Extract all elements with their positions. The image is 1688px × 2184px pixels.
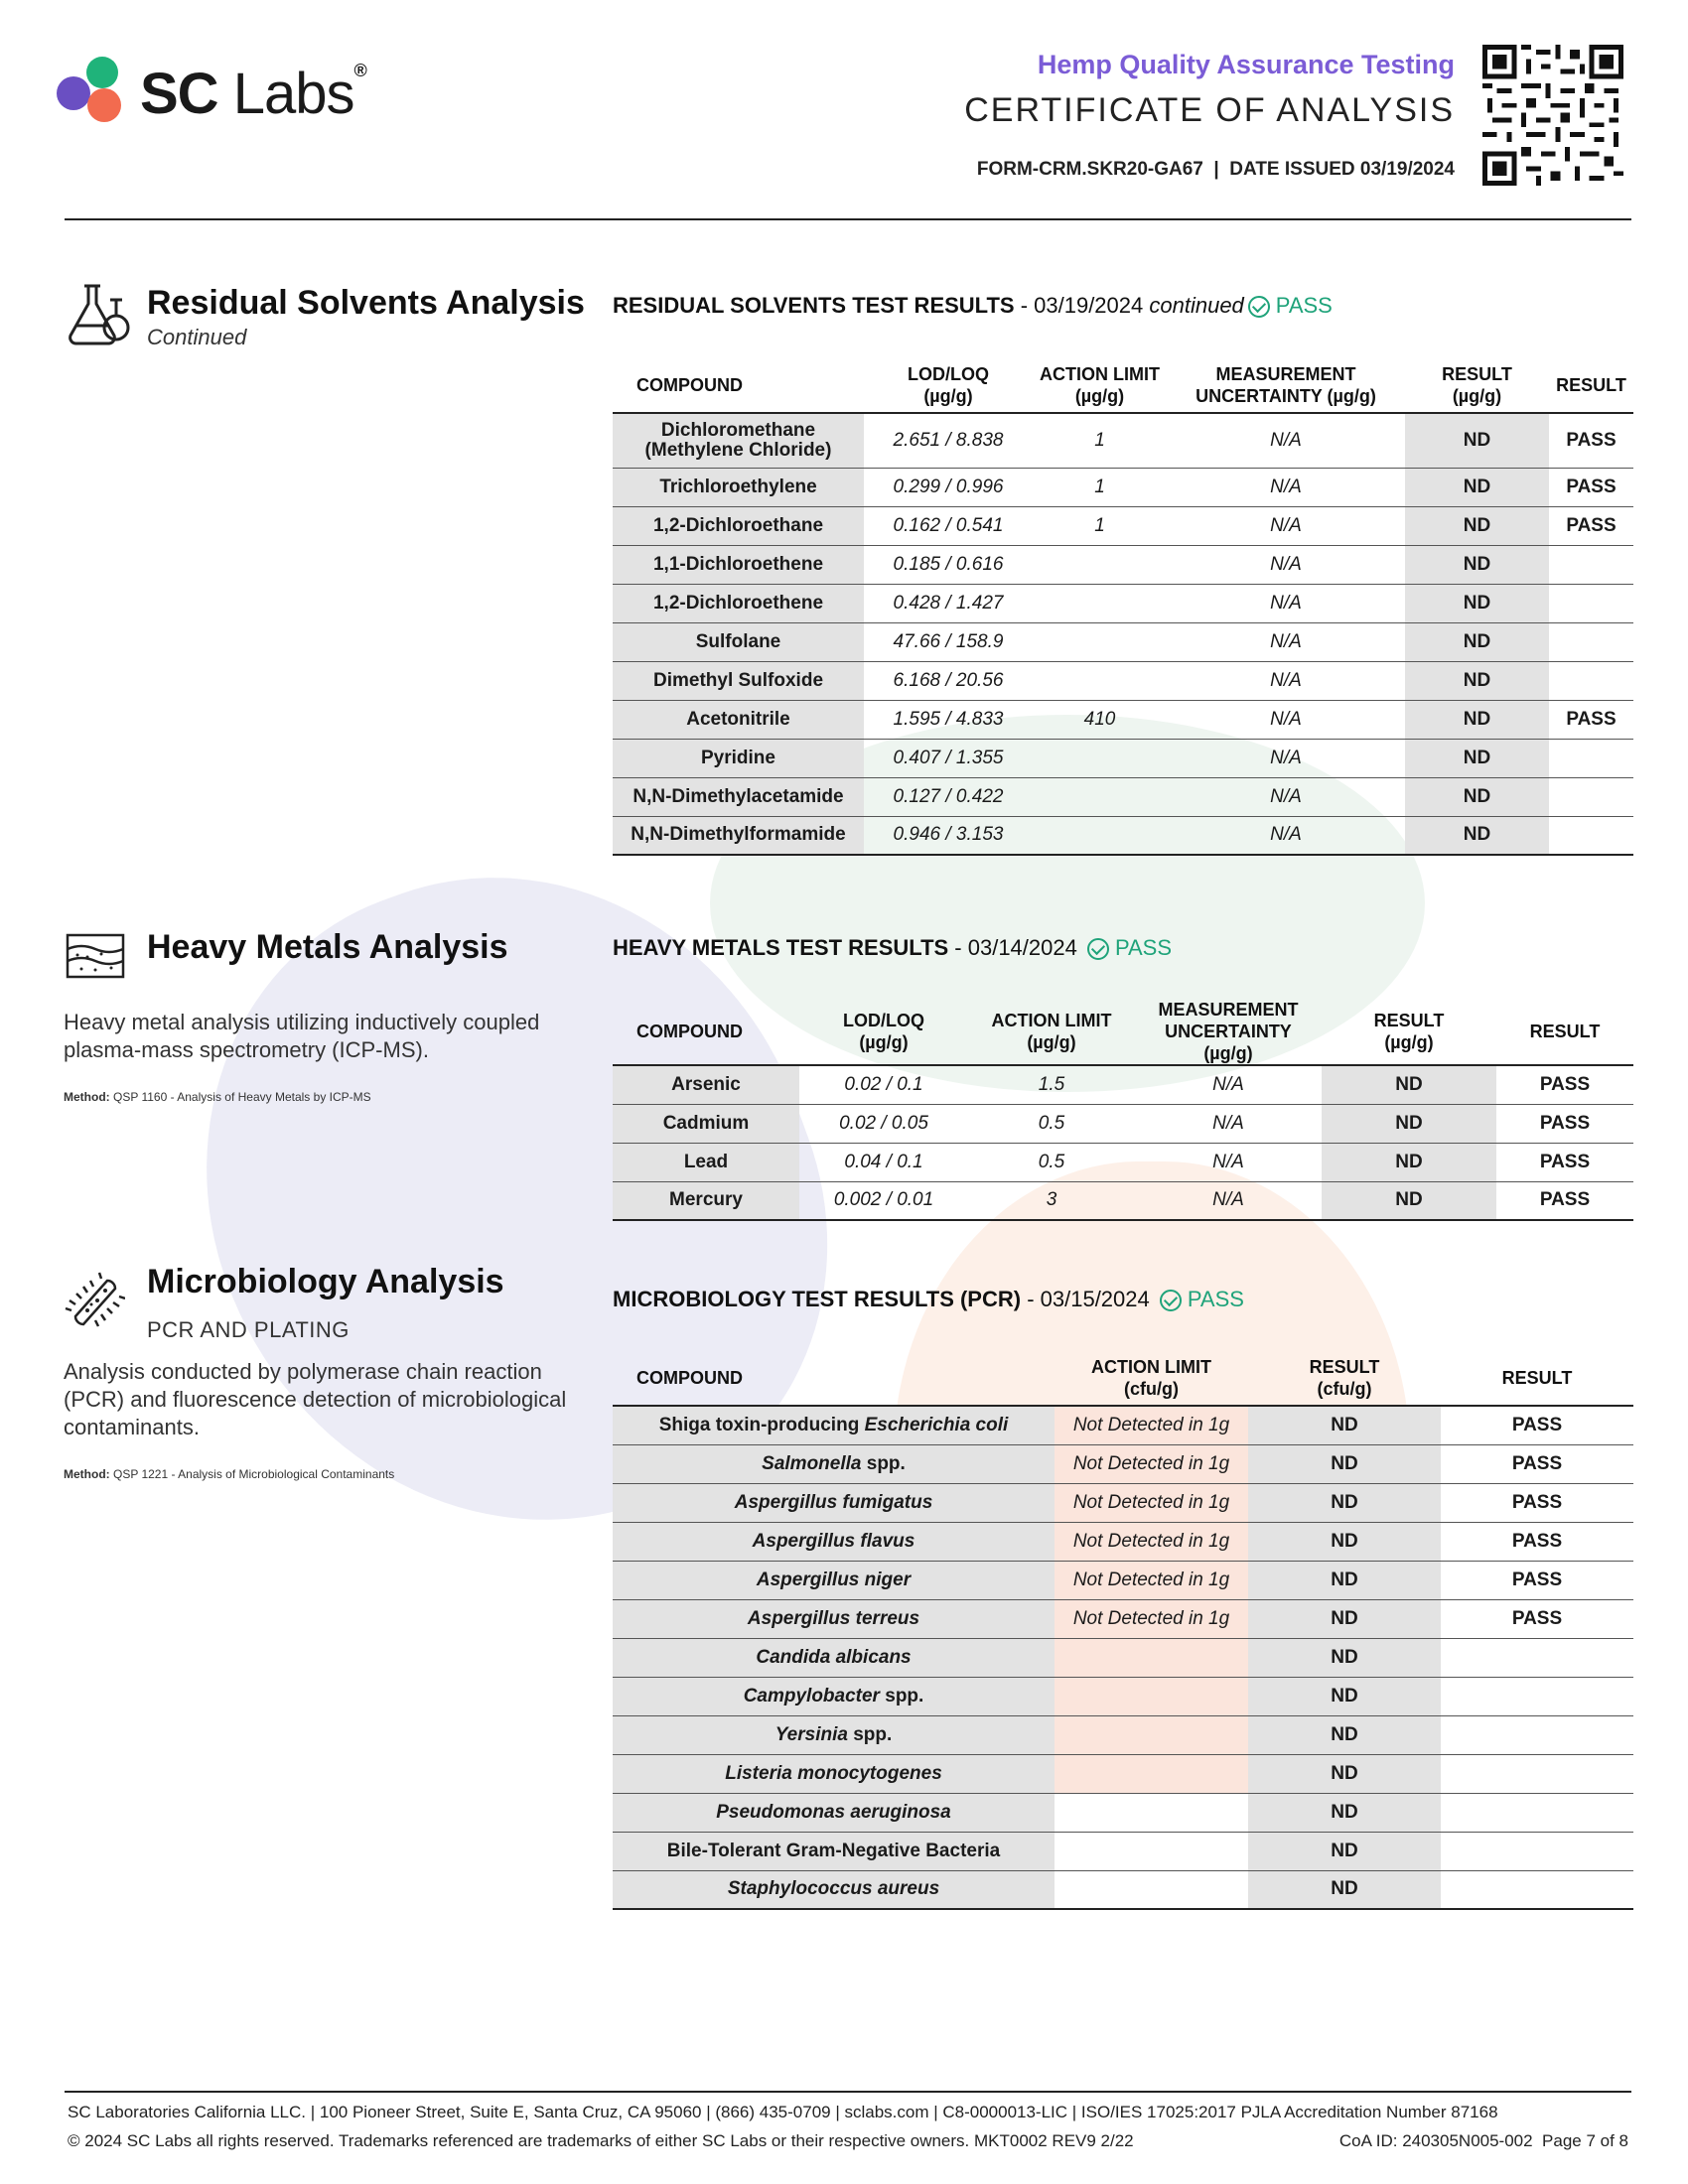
result-cell (1441, 1832, 1633, 1870)
micro-subtitle: PCR AND PLATING (147, 1317, 350, 1342)
col-action-limit: ACTION LIMIT (µg/g) (991, 1011, 1112, 1052)
result-cell: PASS (1511, 1607, 1563, 1629)
logo-registered: ® (353, 61, 366, 80)
result-cell (1441, 1754, 1633, 1793)
col-result: RESULT (1501, 1367, 1573, 1388)
logo-text-bold: SC (140, 62, 218, 126)
result-value-cell: ND (1405, 584, 1549, 622)
lod-cell: 0.127 / 0.422 (893, 785, 1004, 807)
lod-cell: 0.946 / 3.153 (893, 824, 1004, 846)
result-value-cell: ND (1248, 1483, 1441, 1522)
result-value-cell: ND (1322, 1143, 1496, 1181)
footer-divider (65, 2091, 1631, 2093)
result-value-cell: ND (1405, 700, 1549, 739)
lod-cell: 0.002 / 0.01 (833, 1189, 934, 1211)
compound-cell: Dichloromethane (Methylene Chloride) (613, 413, 864, 468)
limit-cell (1033, 622, 1167, 661)
table-row (613, 700, 1633, 739)
lod-cell: 0.162 / 0.541 (893, 514, 1004, 536)
limit-cell (1055, 1638, 1248, 1677)
lod-cell: 0.02 / 0.05 (839, 1112, 928, 1134)
limit-cell (1055, 1715, 1248, 1754)
uncertainty-cell: N/A (1270, 553, 1302, 575)
limit-cell (1055, 1754, 1248, 1793)
lod-cell: 0.299 / 0.996 (893, 476, 1004, 497)
table-row (613, 506, 1633, 545)
metals-description: Heavy metal analysis utilizing inductively coupled plasma-mass spectrometry (ICP-MS). (64, 1010, 540, 1062)
result-cell: PASS (1511, 1491, 1563, 1513)
limit-cell (1055, 1677, 1248, 1715)
compound-cell: Acetonitrile (613, 700, 864, 739)
limit-cell: 410 (1083, 708, 1116, 730)
result-cell (1549, 545, 1633, 584)
solvents-table-heading (613, 293, 1333, 319)
table-row (613, 468, 1633, 506)
header-title: CERTIFICATE OF ANALYSIS (964, 91, 1455, 129)
result-value-cell: ND (1248, 1832, 1441, 1870)
compound-cell: N,N-Dimethylformamide (613, 816, 864, 855)
limit-cell: Not Detected in 1g (1055, 1599, 1248, 1638)
col-lod-loq: LOD/LOQ (µg/g) (908, 363, 989, 406)
microbe-icon (62, 1267, 125, 1330)
result-cell: PASS (1539, 1112, 1591, 1134)
micro-table-heading-text: MICROBIOLOGY TEST RESULTS (PCR) (613, 1287, 1022, 1311)
result-cell: PASS (1511, 1530, 1563, 1552)
result-cell: PASS (1566, 429, 1617, 451)
solvents-pass-badge: PASS (1275, 293, 1333, 318)
table-row (613, 413, 1633, 468)
uncertainty-cell: N/A (1212, 1151, 1244, 1172)
col-action-limit: ACTION LIMIT (cfu/g) (1091, 1356, 1211, 1399)
table-row (613, 1638, 1633, 1677)
result-cell (1549, 584, 1633, 622)
result-value-cell: ND (1248, 1715, 1441, 1754)
limit-cell: 1 (1094, 514, 1105, 536)
logo[interactable] (55, 55, 372, 134)
table-row (613, 545, 1633, 584)
limit-cell: Not Detected in 1g (1055, 1561, 1248, 1599)
table-row (613, 622, 1633, 661)
table-row (613, 1677, 1633, 1715)
compound-cell: Pseudomonas aeruginosa (613, 1793, 1055, 1832)
compound-cell: Lead (613, 1143, 799, 1181)
compound-cell: Dimethyl Sulfoxide (613, 661, 864, 700)
header-subtitle: Hemp Quality Assurance Testing (1037, 50, 1455, 79)
table-row (613, 1444, 1633, 1483)
header-divider (65, 218, 1631, 220)
table-row (613, 777, 1633, 816)
uncertainty-cell: N/A (1270, 429, 1302, 451)
col-result: RESULT (1556, 374, 1626, 395)
result-value-cell: ND (1248, 1561, 1441, 1599)
metals-table-date: - 03/14/2024 (948, 935, 1083, 960)
table-row (613, 1522, 1633, 1561)
table-row (613, 1181, 1633, 1220)
footer-line-2-left: © 2024 SC Labs all rights reserved. Trademarks referenced are trademarks of either SC Labs or their respective owners. MKT0002 REV9 2/22 (68, 2131, 1134, 2150)
lod-cell: 0.185 / 0.616 (893, 553, 1004, 575)
compound-cell: Yersinia spp. (613, 1715, 1055, 1754)
compound-cell: 1,2-Dichloroethane (613, 506, 864, 545)
limit-cell (1055, 1832, 1248, 1870)
result-value-cell: ND (1322, 1065, 1496, 1104)
uncertainty-cell: N/A (1212, 1112, 1244, 1134)
result-value-cell: ND (1248, 1599, 1441, 1638)
limit-cell (1033, 816, 1167, 855)
uncertainty-cell: N/A (1270, 824, 1302, 846)
result-cell: PASS (1566, 708, 1617, 730)
compound-cell: Shiga toxin-producing Escherichia coli (613, 1406, 1055, 1444)
result-cell (1549, 816, 1633, 855)
lod-cell: 0.04 / 0.1 (844, 1151, 923, 1172)
result-cell: PASS (1539, 1189, 1591, 1211)
uncertainty-cell: N/A (1270, 630, 1302, 652)
result-cell (1441, 1715, 1633, 1754)
compound-cell: Salmonella spp. (613, 1444, 1055, 1483)
lod-cell: 47.66 / 158.9 (893, 630, 1004, 652)
result-cell: PASS (1539, 1151, 1591, 1172)
limit-cell: 0.5 (1038, 1112, 1065, 1134)
compound-cell: 1,1-Dichloroethene (613, 545, 864, 584)
logo-text-light: Labs (217, 62, 354, 126)
result-value-cell: ND (1405, 506, 1549, 545)
limit-cell (1033, 545, 1167, 584)
uncertainty-cell: N/A (1270, 747, 1302, 768)
result-value-cell: ND (1248, 1793, 1441, 1832)
micro-title: Microbiology Analysis (147, 1263, 504, 1300)
uncertainty-cell: N/A (1212, 1189, 1244, 1211)
table-row (613, 1561, 1633, 1599)
table-row (613, 1832, 1633, 1870)
solvents-table (613, 357, 1633, 856)
col-result-value: RESULT (µg/g) (1373, 1011, 1445, 1052)
result-cell: PASS (1511, 1569, 1563, 1590)
limit-cell: 1 (1094, 476, 1105, 497)
table-row (613, 1406, 1633, 1444)
result-cell: PASS (1566, 514, 1617, 536)
footer-line-1: SC Laboratories California LLC. | 100 Pioneer Street, Suite E, Santa Cruz, CA 95060 | (866) 435-0709 | sclabs.com | C8-0000013-LIC | ISO/IES 17025:2017 PJLA Accreditation Number 87168 (68, 2103, 1498, 2121)
result-value-cell: ND (1248, 1444, 1441, 1483)
col-uncertainty: MEASUREMENT UNCERTAINTY (µg/g) (1196, 363, 1376, 406)
compound-cell: Aspergillus fumigatus (613, 1483, 1055, 1522)
solvents-continued: Continued (147, 325, 247, 349)
col-result-value: RESULT (µg/g) (1442, 363, 1512, 406)
heavy-metals-icon (66, 933, 125, 979)
table-row (613, 1754, 1633, 1793)
table-row (613, 1870, 1633, 1909)
table-row (613, 1065, 1633, 1104)
compound-cell: Cadmium (613, 1104, 799, 1143)
metals-method: Method: QSP 1160 - Analysis of Heavy Metals by ICP-MS (64, 1090, 371, 1104)
table-row (613, 1793, 1633, 1832)
result-value-cell: ND (1248, 1754, 1441, 1793)
compound-cell: Trichloroethylene (613, 468, 864, 506)
limit-cell: 1.5 (1038, 1073, 1065, 1095)
table-row (613, 1599, 1633, 1638)
limit-cell (1033, 661, 1167, 700)
table-row (613, 1715, 1633, 1754)
lod-cell: 6.168 / 20.56 (893, 669, 1004, 691)
uncertainty-cell: N/A (1270, 708, 1302, 730)
compound-cell: Aspergillus terreus (613, 1599, 1055, 1638)
uncertainty-cell: N/A (1270, 592, 1302, 614)
limit-cell: Not Detected in 1g (1055, 1483, 1248, 1522)
micro-method: Method: QSP 1221 - Analysis of Microbiological Contaminants (64, 1467, 395, 1481)
compound-cell: Aspergillus flavus (613, 1522, 1055, 1561)
lod-cell: 0.407 / 1.355 (893, 747, 1004, 768)
result-value-cell: ND (1405, 661, 1549, 700)
logo-mark-icon (55, 55, 134, 134)
col-lod-loq: LOD/LOQ (µg/g) (843, 1011, 924, 1052)
result-value-cell: ND (1248, 1406, 1441, 1444)
uncertainty-cell: N/A (1270, 476, 1302, 497)
result-value-cell: ND (1405, 545, 1549, 584)
uncertainty-cell: N/A (1270, 514, 1302, 536)
flask-icon (63, 280, 132, 349)
lod-cell: 2.651 / 8.838 (893, 429, 1004, 451)
lod-cell: 0.428 / 1.427 (893, 592, 1004, 614)
result-cell: PASS (1511, 1414, 1563, 1435)
result-value-cell: ND (1405, 468, 1549, 506)
metals-table-heading-text: HEAVY METALS TEST RESULTS (613, 935, 949, 960)
compound-cell: Aspergillus niger (613, 1561, 1055, 1599)
result-value-cell: ND (1405, 816, 1549, 855)
col-compound: COMPOUND (636, 374, 743, 395)
uncertainty-cell: N/A (1270, 669, 1302, 691)
metals-table-heading (613, 935, 1172, 961)
compound-cell: Listeria monocytogenes (613, 1754, 1055, 1793)
result-cell: PASS (1566, 476, 1617, 497)
col-result: RESULT (1529, 1022, 1601, 1041)
limit-cell: Not Detected in 1g (1055, 1522, 1248, 1561)
col-compound: COMPOUND (636, 1022, 743, 1041)
result-cell: PASS (1511, 1452, 1563, 1474)
qr-code-icon (1482, 45, 1623, 186)
result-value-cell: ND (1405, 413, 1549, 468)
metals-title: Heavy Metals Analysis (147, 928, 508, 966)
limit-cell (1033, 584, 1167, 622)
result-value-cell: ND (1322, 1104, 1496, 1143)
lod-cell: 1.595 / 4.833 (893, 708, 1004, 730)
limit-cell: Not Detected in 1g (1055, 1444, 1248, 1483)
lod-cell: 0.02 / 0.1 (844, 1073, 923, 1095)
result-cell (1441, 1677, 1633, 1715)
compound-cell: Pyridine (613, 739, 864, 777)
compound-cell: Campylobacter spp. (613, 1677, 1055, 1715)
solvents-table-date: - 03/19/2024 (1014, 293, 1150, 318)
result-cell (1441, 1638, 1633, 1677)
limit-cell (1033, 777, 1167, 816)
result-value-cell: ND (1248, 1677, 1441, 1715)
table-row (613, 816, 1633, 855)
compound-cell: Staphylococcus aureus (613, 1870, 1055, 1909)
result-value-cell: ND (1248, 1638, 1441, 1677)
table-row (613, 1104, 1633, 1143)
result-value-cell: ND (1405, 777, 1549, 816)
micro-description: Analysis conducted by polymerase chain reaction (PCR) and fluorescence detection of microbiological contaminants. (64, 1359, 567, 1439)
pass-check-icon (1248, 296, 1270, 318)
table-row (613, 1483, 1633, 1522)
col-uncertainty: MEASUREMENT UNCERTAINTY (µg/g) (1158, 1000, 1299, 1063)
result-value-cell: ND (1405, 739, 1549, 777)
result-value-cell: ND (1248, 1522, 1441, 1561)
col-result-value: RESULT (cfu/g) (1309, 1356, 1380, 1399)
solvents-table-heading-text: RESIDUAL SOLVENTS TEST RESULTS (613, 293, 1015, 318)
compound-cell: Bile-Tolerant Gram-Negative Bacteria (613, 1832, 1055, 1870)
limit-cell: 0.5 (1038, 1151, 1065, 1172)
compound-cell: Candida albicans (613, 1638, 1055, 1677)
result-cell (1441, 1870, 1633, 1909)
solvents-title: Residual Solvents Analysis (147, 284, 585, 322)
solvents-table-continued: continued (1149, 293, 1244, 318)
uncertainty-cell: N/A (1270, 785, 1302, 807)
metals-table (613, 999, 1633, 1221)
table-row (613, 584, 1633, 622)
result-cell (1441, 1793, 1633, 1832)
metals-pass-badge: PASS (1114, 935, 1173, 960)
pass-check-icon (1087, 938, 1109, 960)
result-cell (1549, 777, 1633, 816)
table-row (613, 661, 1633, 700)
compound-cell: N,N-Dimethylacetamide (613, 777, 864, 816)
limit-cell (1055, 1870, 1248, 1909)
header-form-line: FORM-CRM.SKR20-GA67 | DATE ISSUED 03/19/2024 (976, 159, 1455, 180)
limit-cell: 3 (1046, 1189, 1057, 1211)
footer-line-2-right: CoA ID: 240305N005-002 Page 7 of 8 (1338, 2131, 1628, 2150)
micro-table (613, 1350, 1633, 1910)
limit-cell (1055, 1793, 1248, 1832)
limit-cell: 1 (1094, 429, 1105, 451)
col-action-limit: ACTION LIMIT (µg/g) (1040, 363, 1160, 406)
compound-cell: Arsenic (613, 1065, 799, 1104)
table-row (613, 1143, 1633, 1181)
table-row (613, 739, 1633, 777)
limit-cell: Not Detected in 1g (1055, 1406, 1248, 1444)
uncertainty-cell: N/A (1212, 1073, 1244, 1095)
micro-pass-badge: PASS (1187, 1287, 1244, 1311)
pass-check-icon (1160, 1290, 1182, 1311)
result-cell (1549, 739, 1633, 777)
result-cell: PASS (1539, 1073, 1591, 1095)
result-value-cell: ND (1248, 1870, 1441, 1909)
compound-cell: Mercury (613, 1181, 799, 1220)
compound-cell: 1,2-Dichloroethene (613, 584, 864, 622)
result-value-cell: ND (1405, 622, 1549, 661)
micro-table-heading (613, 1287, 1244, 1312)
result-cell (1549, 622, 1633, 661)
result-cell (1549, 661, 1633, 700)
col-compound: COMPOUND (636, 1367, 743, 1388)
compound-cell: Sulfolane (613, 622, 864, 661)
result-value-cell: ND (1322, 1181, 1496, 1220)
micro-table-date: - 03/15/2024 (1021, 1287, 1156, 1311)
limit-cell (1033, 739, 1167, 777)
